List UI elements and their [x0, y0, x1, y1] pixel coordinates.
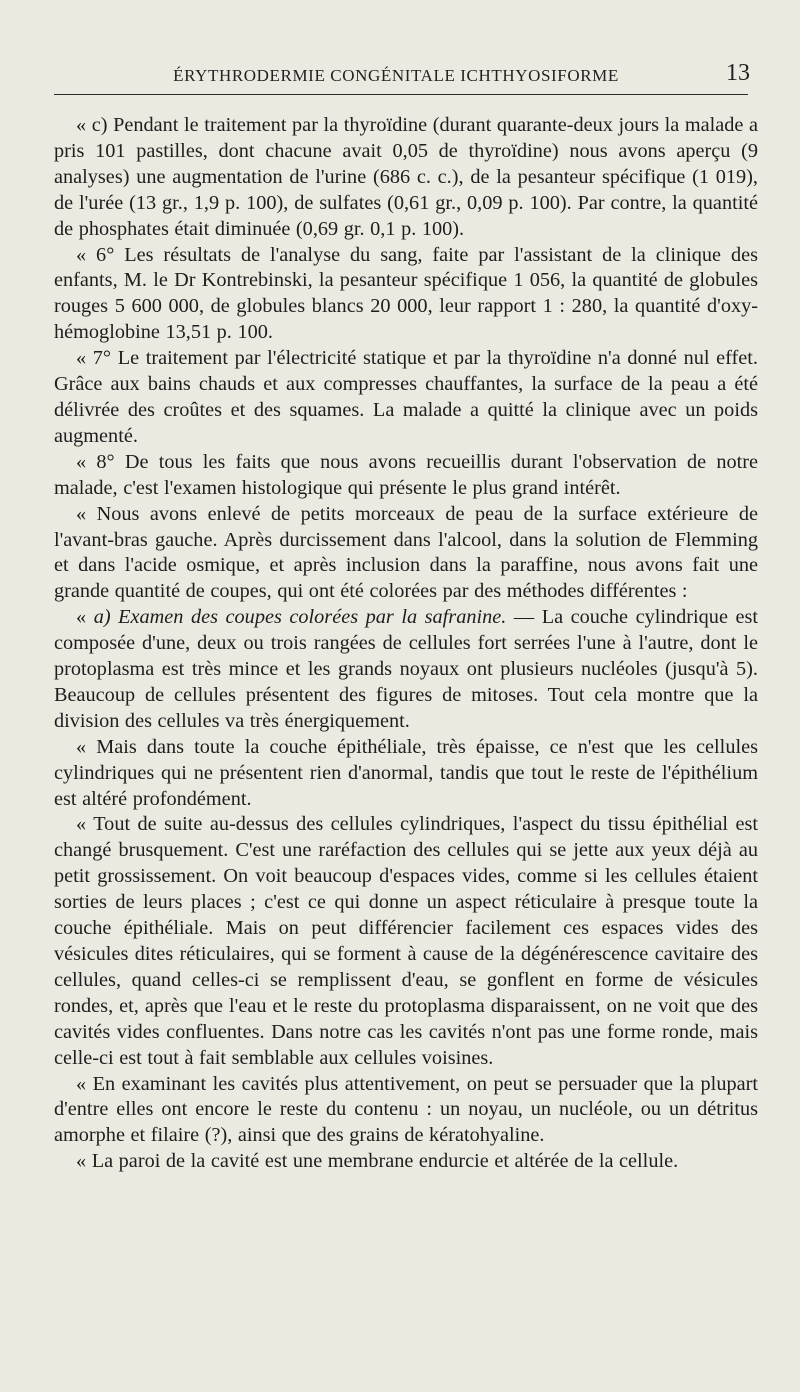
paragraph-lead: «: [76, 606, 94, 629]
paragraph: « c) Pendant le traitement par la thyroïdine (durant quarante-deux jours la malade a pris 101 pastilles, dont chacune avait 0,05 de thyroïdine) nous avons aperçu (9 analyses) une augmentation de l'urine (686 c. c.), de la pesanteur spécifique (1 019), de l'urée (13 gr., 1,9 p. 100), de sulfates (0,61 gr., 0,09 p. 100). Par contre, la quantité de phosphates était diminuée (0,69 gr. 0,1 p. 100).: [54, 114, 758, 240]
paragraph: [54, 605, 758, 735]
paragraph: « 7° Le traitement par l'électricité statique et par la thyroïdine n'a donné nul effet. Grâce aux bains chauds et aux compresses chauffantes, la surface de la peau a été délivrée des croûtes et des squames. La malade a quitté la clinique avec un poids augmenté.: [54, 347, 758, 447]
paragraph: « Nous avons enlevé de petits morceaux de peau de la surface extérieure de l'avant-bras gauche. Après durcissement dans l'alcool, dans la solution de Flemming et dans l'acide osmique, et après inclusion dans la paraffine, nous avons fait une grande quantité de coupes, qui ont été colorées par des méthodes différentes :: [54, 502, 758, 603]
book-page: [54, 60, 758, 1175]
paragraph: « 6° Les résultats de l'analyse du sang, faite par l'assistant de la clinique des enfants, M. le Dr Kontrebinski, la pesanteur spécifique 1 056, la quantité de globules rouges 5 600 000, de globules blancs 20 000, leur rapport 1 : 280, la quantité d'oxy-hémoglobine 13,51 p. 100.: [54, 243, 758, 344]
running-title: ÉRYTHRODERMIE CONGÉNITALE ICHTHYOSIFORME: [173, 66, 619, 85]
paragraph-body: — La couche cylindrique est composée d'une, deux ou trois rangées de cellules fort serrées l'une à l'autre, dont le protoplasma est très mince et les grands noyaux ont plusieurs nucléoles (jusqu'à 5). Beaucoup de cellules présentent des figures de mitoses. Tout cela montre que la division des cellules va très énergiquement.: [54, 606, 759, 732]
paragraph: « Mais dans toute la couche épithéliale, très épaisse, ce n'est que les cellules cylindriques qui ne présentent rien d'anormal, tandis que tout le reste de l'épithélium est altéré profondément.: [54, 735, 758, 810]
running-head: [54, 60, 758, 94]
paragraph: « Tout de suite au-dessus des cellules cylindriques, l'aspect du tissu épithélial est changé brusquement. C'est une raréfaction des cellules qui se jette aux yeux déjà au petit grossissement. On voit beaucoup d'espaces vides, comme si les cellules étaient sorties de leurs places ; c'est ce qui donne un aspect réticulaire à presque toute la couche épithéliale. Mais on peut différencier facilement ces espaces vides des vésicules dites réticulaires, qui se forment à cause de la dégénérescence cavitaire des cellules, quand celles-ci se remplissent d'eau, se gonflent en forme de vésicules rondes, et, après que l'eau et le reste du protoplasma disparaissent, on ne voit que des cavités vides confluentes. Dans notre cas les cavités n'ont pas une forme ronde, mais celle-ci est tout à fait semblable aux cellules voisines.: [54, 813, 758, 1069]
paragraph: « En examinant les cavités plus attentivement, on peut se persuader que la plupart d'entre elles ont encore le reste du contenu : un noyau, un nucléole, ou un détritus amorphe et filaire (?), ainsi que des grains de kératohyaline.: [54, 1072, 758, 1147]
section-heading-italic: a) Examen des coupes colorées par la safranine.: [93, 606, 507, 629]
paragraph: « 8° De tous les faits que nous avons recueillis durant l'observation de notre malade, c'est l'examen histologique qui présente le plus grand intérêt.: [54, 450, 758, 499]
body-text: [54, 113, 758, 1175]
header-rule: [54, 94, 748, 95]
paragraph: « La paroi de la cavité est une membrane endurcie et altérée de la cellule.: [76, 1150, 679, 1173]
page-number: 13: [726, 60, 750, 86]
